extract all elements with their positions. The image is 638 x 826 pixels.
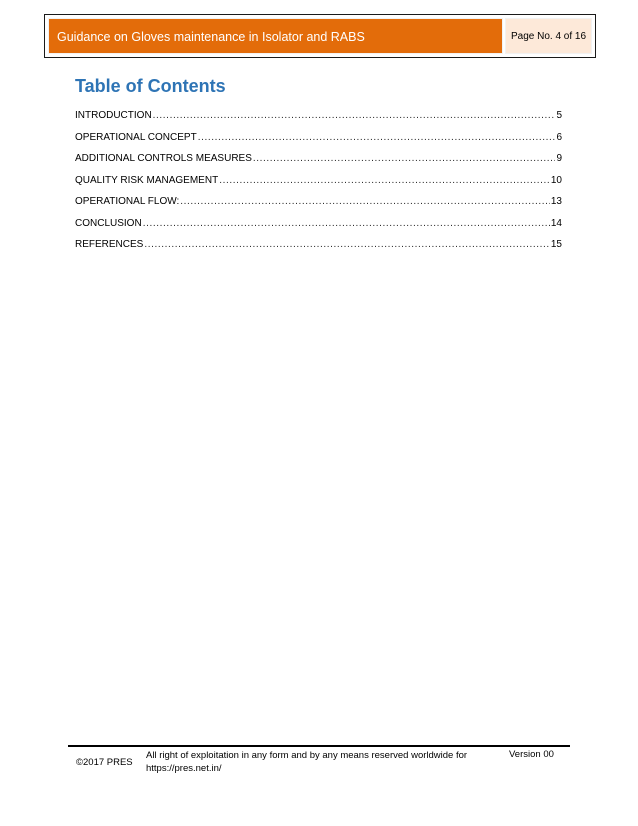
- footer-rights-text: All right of exploitation in any form and by any means reserved worldwide for: [146, 750, 468, 761]
- footer-version: Version 00: [509, 749, 554, 760]
- footer-copyright: ©2017 PRES: [76, 757, 133, 768]
- toc-entry-introduction[interactable]: [75, 105, 562, 127]
- toc-list: [75, 105, 562, 256]
- toc-entry-page: 10: [550, 174, 562, 186]
- toc-entry-label: INTRODUCTION: [75, 110, 152, 121]
- toc-entry-operational-concept[interactable]: [75, 127, 562, 149]
- toc-entry-conclusion[interactable]: [75, 213, 562, 235]
- toc-entry-operational-flow[interactable]: [75, 191, 562, 213]
- toc-entry-page: 9: [556, 153, 562, 164]
- toc-entry-page: 6: [556, 131, 562, 143]
- toc-entry-page: 14: [550, 217, 562, 229]
- toc-entry-page: 5: [556, 110, 562, 121]
- toc-entry-references[interactable]: [75, 234, 562, 256]
- toc-entry-additional-controls[interactable]: [75, 148, 562, 170]
- toc-entry-page: 13: [550, 196, 562, 207]
- footer-url-link[interactable]: https://pres.net.in/: [146, 763, 222, 774]
- toc-entry-label: ADDITIONAL CONTROLS MEASURES: [75, 153, 252, 164]
- toc-entry-quality-risk-management[interactable]: [75, 170, 562, 192]
- footer-divider: [68, 745, 570, 747]
- footer-rights-statement: [146, 749, 496, 775]
- toc-leader-dots: [198, 127, 556, 149]
- toc-leader-dots: [143, 213, 550, 235]
- toc-heading: Table of Contents: [75, 76, 226, 96]
- toc-leader-dots: [144, 234, 550, 256]
- toc-entry-label: OPERATIONAL CONCEPT: [75, 131, 197, 143]
- document-title: Guidance on Gloves maintenance in Isolator and RABS: [48, 18, 503, 54]
- page-number: Page No. 4 of 16: [505, 18, 592, 54]
- toc-leader-dots: [219, 170, 550, 192]
- toc-leader-dots: [153, 105, 556, 127]
- toc-leader-dots: [180, 191, 550, 213]
- toc-entry-label: CONCLUSION: [75, 217, 142, 229]
- toc-entry-page: 15: [550, 239, 562, 250]
- toc-entry-label: REFERENCES: [75, 239, 144, 250]
- toc-entry-label: QUALITY RISK MANAGEMENT: [75, 174, 219, 186]
- toc-leader-dots: [253, 148, 556, 170]
- toc-entry-label: OPERATIONAL FLOW:: [75, 196, 180, 207]
